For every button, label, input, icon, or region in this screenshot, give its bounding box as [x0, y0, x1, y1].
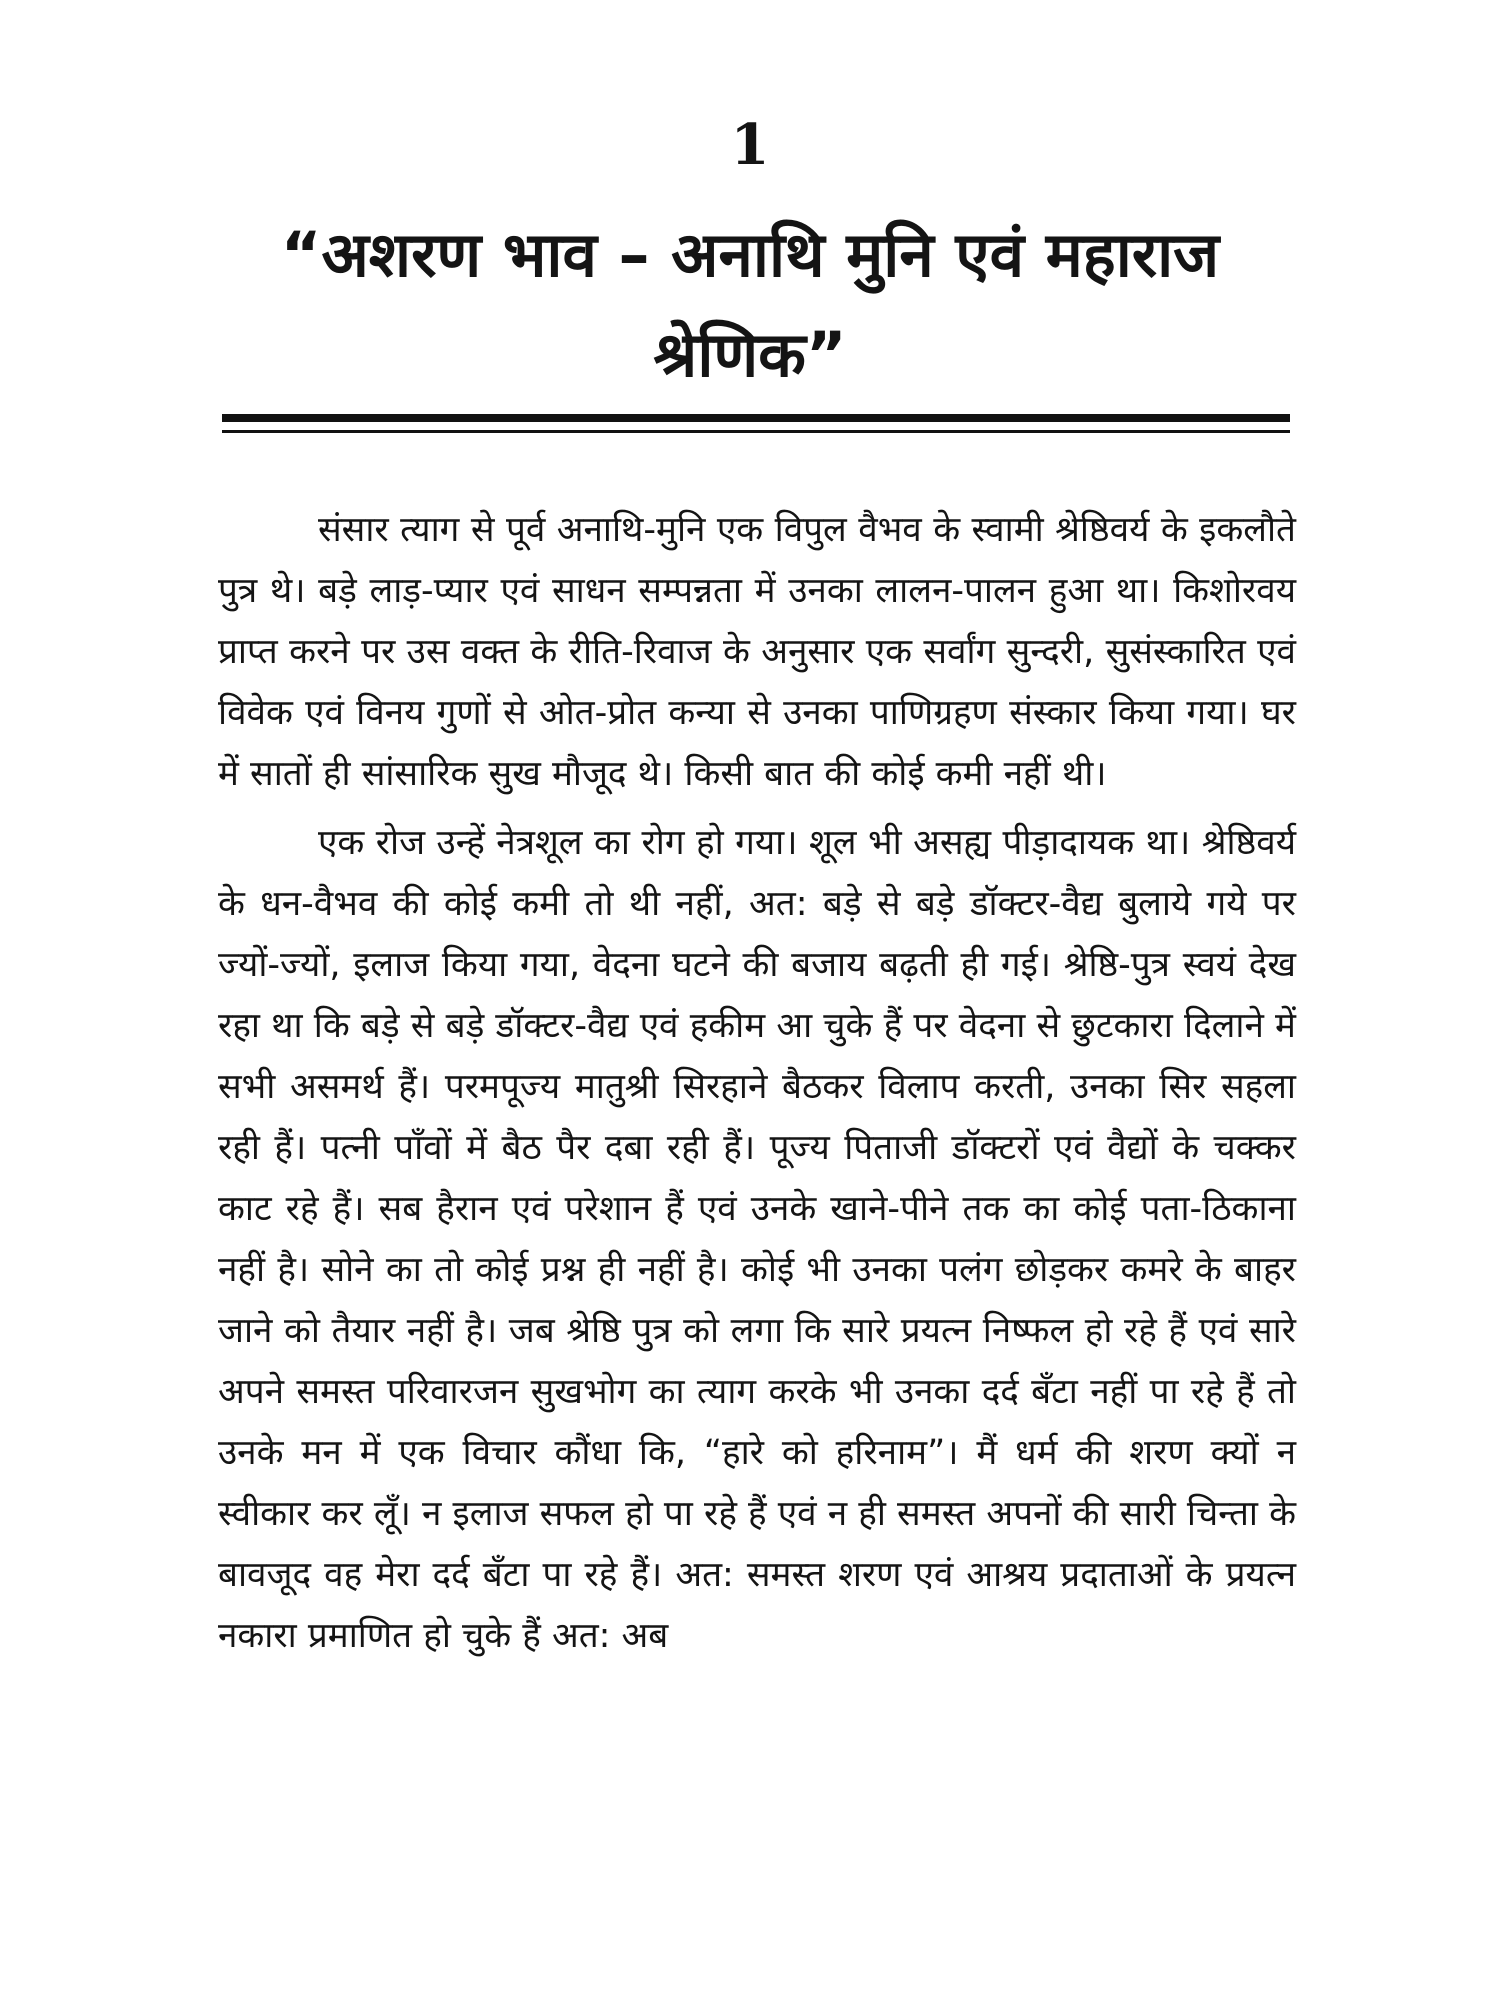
title-divider-thin [222, 430, 1290, 433]
title-divider-thick [222, 414, 1290, 422]
chapter-title: “अशरण भाव – अनाथि मुनि एवं महाराज श्रेणिक” [280, 218, 1220, 391]
paragraph: एक रोज उन्हें नेत्रशूल का रोग हो गया। शूल भी असह्य पीड़ादायक था। श्रेष्ठिवर्य के धन-वैभव की कोई कमी तो थी नहीं, अत: बड़े से बड़े डॉक्टर-वैद्य बुलाये गये पर ज्यों-ज्यों, इलाज किया गया, वेदना घटने की बजाय बढ़ती ही गई। श्रेष्ठि-पुत्र स्वयं देख रहा था कि बड़े से बड़े डॉक्टर-वैद्य एवं हकीम आ चुके हैं पर वेदना से छुटकारा दिलाने में सभी असमर्थ हैं। परमपूज्य मातुश्री सिरहाने बैठकर विलाप करती, उनका सिर सहला रही हैं। पत्नी पाँवों में बैठ पैर दबा रही हैं। पूज्य पिताजी डॉक्टरों एवं वैद्यों के चक्कर काट रहे हैं। सब हैरान एवं परेशान हैं एवं उनके खाने-पीने तक का कोई पता-ठिकाना नहीं है। सोने का तो कोई प्रश्न ही नहीं है। कोई भी उनका पलंग छोड़कर कमरे के बाहर जाने को तैयार नहीं है। जब श्रेष्ठि पुत्र को लगा कि सारे प्रयत्न निष्फल हो रहे हैं एवं सारे अपने समस्त परिवारजन सुखभोग का त्याग करके भी उनका दर्द बँटा नहीं पा रहे हैं तो उनके मन में एक विचार कौंधा कि, “हारे को हरिनाम”। मैं धर्म की शरण क्यों न स्वीकार कर लूँ। न इलाज सफल हो पा रहे हैं एवं न ही समस्त अपनों की सारी चिन्ता के बावजूद वह मेरा दर्द बँटा पा रहे हैं। अत: समस्त शरण एवं आश्रय प्रदाताओं के प्रयत्न नकारा प्रमाणित हो चुके हैं अत: अब [218, 823, 1296, 1656]
chapter-body [218, 500, 1296, 1675]
paragraph: संसार त्याग से पूर्व अनाथि-मुनि एक विपुल वैभव के स्वामी श्रेष्ठिवर्य के इकलौते पुत्र थे। बड़े लाड़-प्यार एवं साधन सम्पन्नता में उनका लालन-पालन हुआ था। किशोरवय प्राप्त करने पर उस वक्त के रीति-रिवाज के अनुसार एक सर्वांग सुन्दरी, सुसंस्कारित एवं विवेक एवं विनय गुणों से ओत-प्रोत कन्या से उनका पाणिग्रहण संस्कार किया गया। घर में सातों ही सांसारिक सुख मौजूद थे। किसी बात की कोई कमी नहीं थी। [218, 510, 1296, 794]
chapter-number: 1 [730, 112, 770, 178]
